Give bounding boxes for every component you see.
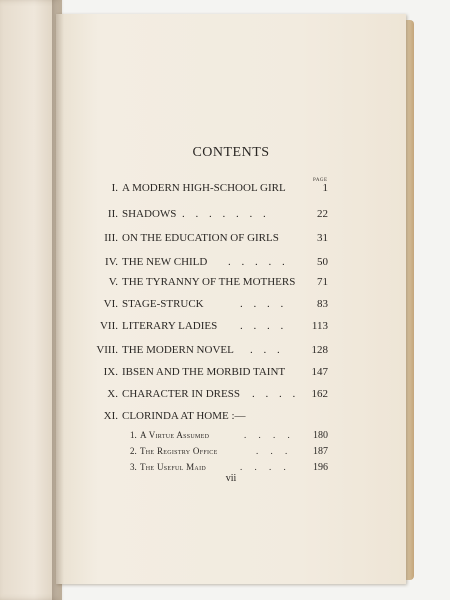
subentry-numeral: 2. xyxy=(130,446,137,456)
entry-page: 22 xyxy=(317,208,328,220)
toc-entry xyxy=(80,366,328,382)
entry-label: THE MODERN NOVEL xyxy=(122,344,234,356)
toc-entry xyxy=(80,208,328,224)
book-gutter xyxy=(52,0,64,600)
entry-numeral: IX. xyxy=(103,366,118,378)
entry-leader-dots: . . . . xyxy=(252,388,300,400)
entry-leader-dots: . . . . xyxy=(240,298,288,310)
entry-page: 147 xyxy=(311,366,328,378)
subentry-page: 180 xyxy=(313,430,328,441)
entry-label: SHADOWS xyxy=(122,208,177,220)
entry-numeral: V. xyxy=(108,276,118,288)
toc-entry xyxy=(80,320,328,336)
entry-label: THE NEW CHILD xyxy=(122,256,208,268)
entry-numeral: I. xyxy=(111,182,118,194)
entry-leader-dots: . . . xyxy=(250,344,284,356)
entry-label: CLORINDA AT HOME :— xyxy=(122,410,246,422)
entry-numeral: X. xyxy=(107,388,118,400)
subentry-page: 196 xyxy=(313,462,328,473)
entry-page: 1 xyxy=(322,182,328,194)
page-folio: vii xyxy=(225,473,237,484)
entry-page: 71 xyxy=(317,276,328,288)
entry-page: 113 xyxy=(311,320,328,332)
toc-entry xyxy=(80,182,328,198)
entry-label: CHARACTER IN DRESS xyxy=(122,388,240,400)
subentry-numeral: 3. xyxy=(130,462,137,472)
toc-entry xyxy=(80,276,328,292)
entry-numeral: XI. xyxy=(103,410,118,422)
toc-entry xyxy=(80,410,328,426)
toc-entry xyxy=(80,344,328,360)
subentry-numeral: 1. xyxy=(130,430,137,440)
contents-title: CONTENTS xyxy=(192,145,270,160)
entry-leader-dots: . . . . xyxy=(240,320,288,332)
toc-subentry xyxy=(80,446,328,460)
toc-entry xyxy=(80,298,328,314)
subentry-page: 187 xyxy=(313,446,328,457)
subentry-label: A Virtue Assumed xyxy=(140,430,210,440)
entry-leader-dots: . . . . . xyxy=(228,256,289,268)
entry-label: THE TYRANNY OF THE MOTHERS xyxy=(122,276,296,288)
entry-numeral: VII. xyxy=(99,320,118,332)
entry-label: A MODERN HIGH-SCHOOL GIRL xyxy=(122,182,286,194)
entry-numeral: VIII. xyxy=(96,344,118,356)
entry-leader-dots: . . . . . . . xyxy=(182,208,270,220)
entry-numeral: IV. xyxy=(105,256,118,268)
subentry-leader-dots: . . . . xyxy=(240,462,291,472)
toc-subentry xyxy=(80,430,328,444)
entry-label: LITERARY LADIES xyxy=(122,320,218,332)
page-column-label: PAGE xyxy=(313,178,328,183)
entry-page: 31 xyxy=(317,232,328,244)
entry-label: ON THE EDUCATION OF GIRLS xyxy=(122,232,279,244)
toc-entry xyxy=(80,256,328,272)
entry-numeral: VI. xyxy=(103,298,118,310)
toc-entry xyxy=(80,232,328,248)
entry-page: 83 xyxy=(317,298,328,310)
entry-label: IBSEN AND THE MORBID TAINT xyxy=(122,366,286,378)
entry-label: STAGE-STRUCK xyxy=(122,298,204,310)
subentry-leader-dots: . . . xyxy=(256,446,293,456)
toc-entry xyxy=(80,388,328,404)
entry-page: 162 xyxy=(311,388,328,400)
entry-page: 128 xyxy=(311,344,328,356)
subentry-label: The Registry Office xyxy=(140,446,218,456)
entry-numeral: II. xyxy=(107,208,118,220)
entry-numeral: III. xyxy=(104,232,118,244)
subentry-leader-dots: . . . . xyxy=(244,430,295,440)
entry-page: 50 xyxy=(317,256,328,268)
subentry-label: The Useful Maid xyxy=(140,462,206,472)
